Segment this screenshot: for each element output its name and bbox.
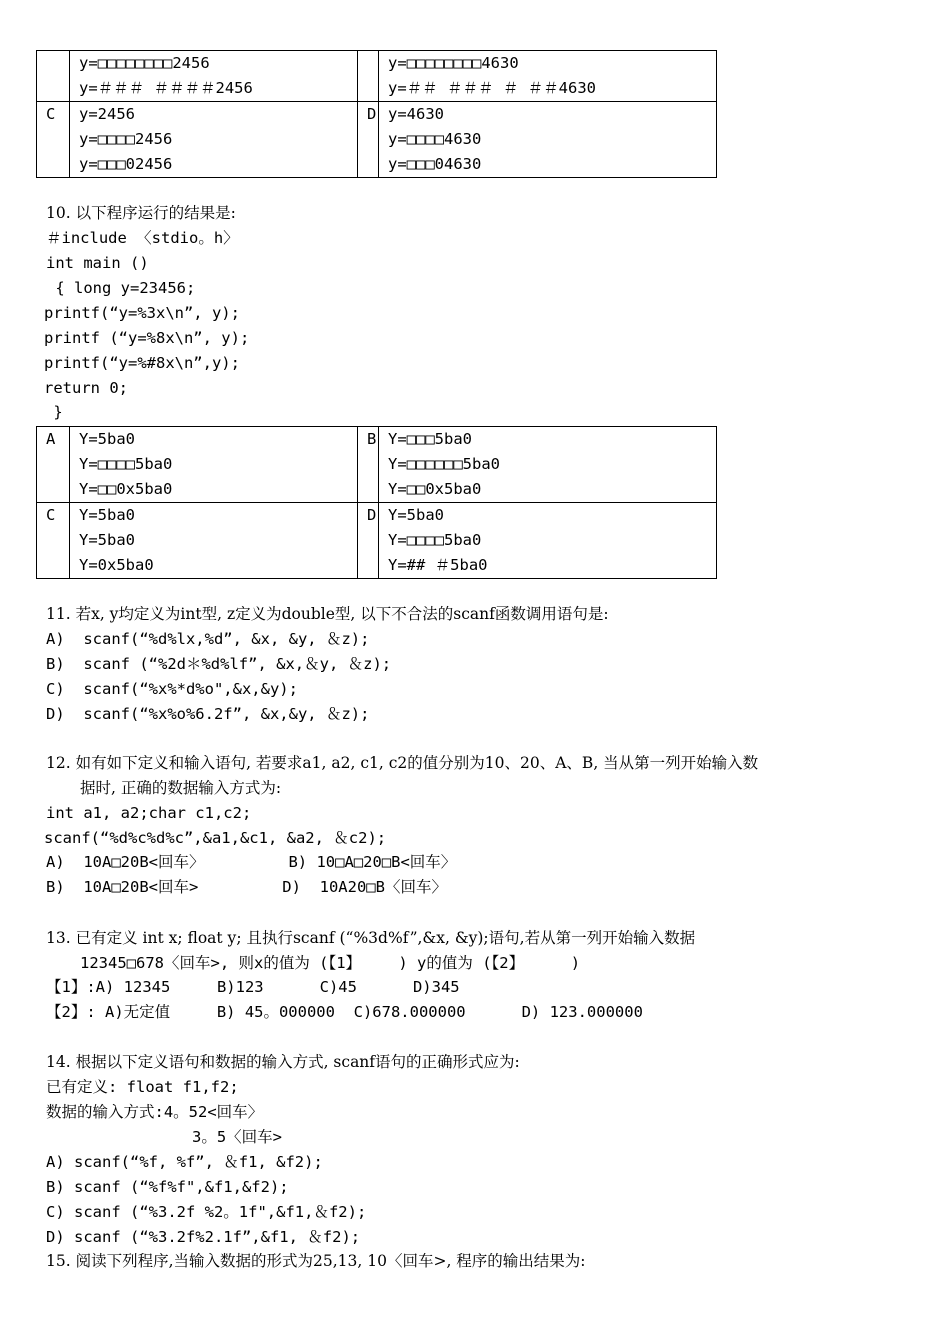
option-letter xyxy=(37,51,70,102)
q12-title-cont: 据时, 正确的数据输入方式为: xyxy=(80,779,282,797)
q9-options-table xyxy=(36,50,717,178)
option-text xyxy=(70,51,358,102)
code-line: } xyxy=(44,403,63,421)
option-line: D) scanf(“%x%o%6.2f”, &x,&y, ＆z); xyxy=(46,705,370,723)
option-line: B) 10A□20B<回车> D) 10A20□B〈回车〉 xyxy=(46,878,447,896)
option-letter: B xyxy=(358,427,379,503)
q13-title: 13. 已有定义 int x; float y; 且执行scanf (“%3d%f”,&x, &y);语句,若从第一列开始输入数据 xyxy=(46,929,696,947)
option-line: C) scanf (“%3.2f %2。1f",&f1,＆f2); xyxy=(46,1203,367,1221)
option-line: A) 10A□20B<回车〉 B) 10□A□20□B<回车〉 xyxy=(46,853,457,871)
option-line: y=4630 xyxy=(388,105,444,123)
option-line: y=□□□04630 xyxy=(388,155,482,173)
q14-input-line: 3。5〈回车> xyxy=(192,1128,282,1146)
option-letter: C xyxy=(37,503,70,579)
code-line: int main () xyxy=(46,254,149,272)
table-row xyxy=(37,102,717,178)
table-row xyxy=(37,427,717,503)
option-line: Y=## ＃5ba0 xyxy=(388,556,488,574)
option-line: Y=5ba0 xyxy=(388,506,444,524)
code-line: printf(“y=%#8x\n”,y); xyxy=(44,354,240,372)
option-line: y=□□□□4630 xyxy=(388,130,482,148)
option-line: Y=□□0x5ba0 xyxy=(79,480,173,498)
option-line: A) scanf(“%f, %f”, ＆f1, &f2); xyxy=(46,1153,323,1171)
code-line: scanf(“%d%c%d%c”,&a1,&c1, &a2, ＆c2); xyxy=(44,829,387,847)
option-line: A) scanf(“%d%lx,%d”, &x, &y, ＆z); xyxy=(46,630,370,648)
option-line: D) scanf (“%3.2f%2.1f”,&f1, ＆f2); xyxy=(46,1228,361,1246)
table-row xyxy=(37,51,717,102)
option-letter: A xyxy=(37,427,70,503)
option-line: C) scanf(“%x%*d%o",&x,&y); xyxy=(46,680,298,698)
option-line: Y=□□□□□□5ba0 xyxy=(388,455,500,473)
q14-input-line: 数据的输入方式:4。52<回车〉 xyxy=(46,1103,264,1121)
option-line: Y=□□□□5ba0 xyxy=(79,455,173,473)
q11-title: 11. 若x, y均定义为int型, z定义为double型, 以下不合法的scanf函数调用语句是: xyxy=(46,605,609,623)
q13-title-cont: 12345□678〈回车>, 则x的值为 (【1】 ) y的值为 (【2】 ) xyxy=(80,954,581,972)
code-line: printf(“y=%3x\n”, y); xyxy=(44,304,240,322)
option-line: y=□□□□□□□□4630 xyxy=(388,54,519,72)
option-line: y=2456 xyxy=(79,105,135,123)
option-text xyxy=(379,51,717,102)
q10-options-table xyxy=(36,426,717,579)
option-line: Y=5ba0 xyxy=(79,430,135,448)
q10-title: 10. 以下程序运行的结果是: xyxy=(46,204,236,222)
option-text xyxy=(379,102,717,178)
option-line: y=□□□02456 xyxy=(79,155,173,173)
q13-answer-2: 【2】: A)无定值 B) 45。000000 C)678.000000 D) 123.000000 xyxy=(46,1003,643,1021)
option-line: y=□□□□2456 xyxy=(79,130,173,148)
option-line: Y=5ba0 xyxy=(79,531,135,549)
option-line: Y=□□□5ba0 xyxy=(388,430,472,448)
option-line: B) scanf (“%f%f",&f1,&f2); xyxy=(46,1178,289,1196)
option-line: Y=0x5ba0 xyxy=(79,556,154,574)
code-line: printf (“y=%8x\n”, y); xyxy=(44,329,250,347)
option-text xyxy=(379,427,717,503)
option-text xyxy=(379,503,717,579)
option-text xyxy=(70,102,358,178)
q14-title: 14. 根据以下定义语句和数据的输入方式, scanf语句的正确形式应为: xyxy=(46,1053,520,1071)
option-line: Y=□□□□5ba0 xyxy=(388,531,482,549)
code-line: int a1, a2;char c1,c2; xyxy=(46,804,252,822)
q14-definition: 已有定义: float f1,f2; xyxy=(46,1078,239,1096)
table-row xyxy=(37,503,717,579)
option-line: Y=□□0x5ba0 xyxy=(388,480,482,498)
code-line: { long y=23456; xyxy=(46,279,196,297)
option-line: Y=5ba0 xyxy=(79,506,135,524)
option-text xyxy=(70,503,358,579)
option-line: B) scanf (“%2d＊%d%lf”, &x,＆y, ＆z); xyxy=(46,655,392,673)
option-letter: D xyxy=(358,102,379,178)
code-line: return 0; xyxy=(44,379,128,397)
q12-title: 12. 如有如下定义和输入语句, 若要求a1, a2, c1, c2的值分别为10、20、A、B, 当从第一列开始输入数 xyxy=(46,754,759,772)
code-line: ＃include 〈stdio。h〉 xyxy=(46,229,239,247)
option-letter: D xyxy=(358,503,379,579)
option-line: y=＃＃ ＃＃＃ ＃ ＃＃4630 xyxy=(388,79,596,97)
option-letter: C xyxy=(37,102,70,178)
q13-answer-1: 【1】:A) 12345 B)123 C)45 D)345 xyxy=(46,978,460,996)
option-letter xyxy=(358,51,379,102)
option-line: y=＃＃＃ ＃＃＃＃2456 xyxy=(79,79,253,97)
option-text xyxy=(70,427,358,503)
q15-title: 15. 阅读下列程序,当输入数据的形式为25,13, 10〈回车>, 程序的输出结果为: xyxy=(46,1252,586,1270)
option-line: y=□□□□□□□□2456 xyxy=(79,54,210,72)
